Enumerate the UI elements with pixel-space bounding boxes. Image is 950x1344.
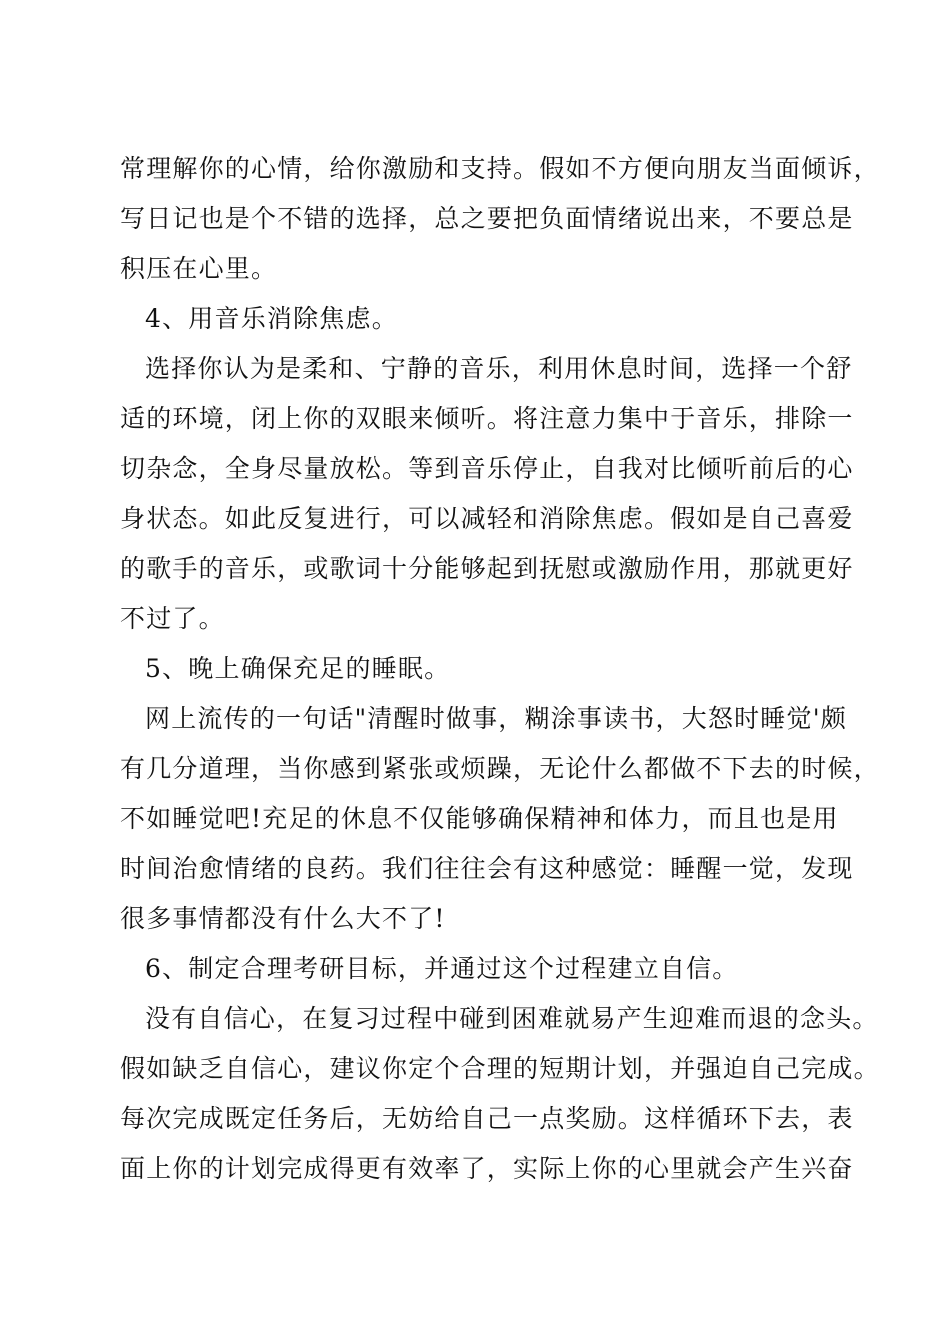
text-line: 适的环境，闭上你的双眼来倾听。将注意力集中于音乐，排除一: [120, 404, 854, 433]
text-line: 时间治愈情绪的良药。我们往往会有这种感觉：睡醒一觉，发现: [120, 854, 854, 883]
text-line: 不过了。: [120, 604, 225, 633]
text-line: 没有自信心，在复习过程中碰到困难就易产生迎难而退的念头。: [145, 1004, 879, 1033]
text-line: 有几分道理，当你感到紧张或烦躁，无论什么都做不下去的时候，: [120, 754, 880, 783]
text-line: 积压在心里。: [120, 254, 278, 283]
text-line: 写日记也是个不错的选择，总之要把负面情绪说出来，不要总是: [120, 204, 854, 233]
text-line: 不如睡觉吧!充足的休息不仅能够确保精神和体力，而且也是用: [120, 804, 839, 833]
section-heading: 4、用音乐消除焦虑。: [145, 304, 398, 333]
text-line: 选择你认为是柔和、宁静的音乐，利用休息时间，选择一个舒: [145, 354, 853, 383]
text-line: 面上你的计划完成得更有效率了，实际上你的心里就会产生兴奋: [120, 1154, 854, 1183]
section-heading: 6、制定合理考研目标，并通过这个过程建立自信。: [145, 954, 739, 983]
text-line: 切杂念，全身尽量放松。等到音乐停止，自我对比倾听前后的心: [120, 454, 854, 483]
text-line: 很多事情都没有什么大不了!: [120, 904, 446, 933]
text-line: 常理解你的心情，给你激励和支持。假如不方便向朋友当面倾诉，: [120, 154, 880, 183]
section-heading: 5、晚上确保充足的睡眠。: [145, 654, 451, 683]
text-line: 网上流传的一句话"清醒时做事，糊涂事读书，大怒时睡觉'颇: [145, 704, 847, 733]
text-line: 的歌手的音乐，或歌词十分能够起到抚慰或激励作用，那就更好: [120, 554, 854, 583]
text-line: 身状态。如此反复进行，可以减轻和消除焦虑。假如是自己喜爱: [120, 504, 854, 533]
text-line: 每次完成既定任务后，无妨给自己一点奖励。这样循环下去，表: [120, 1104, 854, 1133]
text-line: 假如缺乏自信心，建议你定个合理的短期计划，并强迫自己完成。: [120, 1054, 880, 1083]
